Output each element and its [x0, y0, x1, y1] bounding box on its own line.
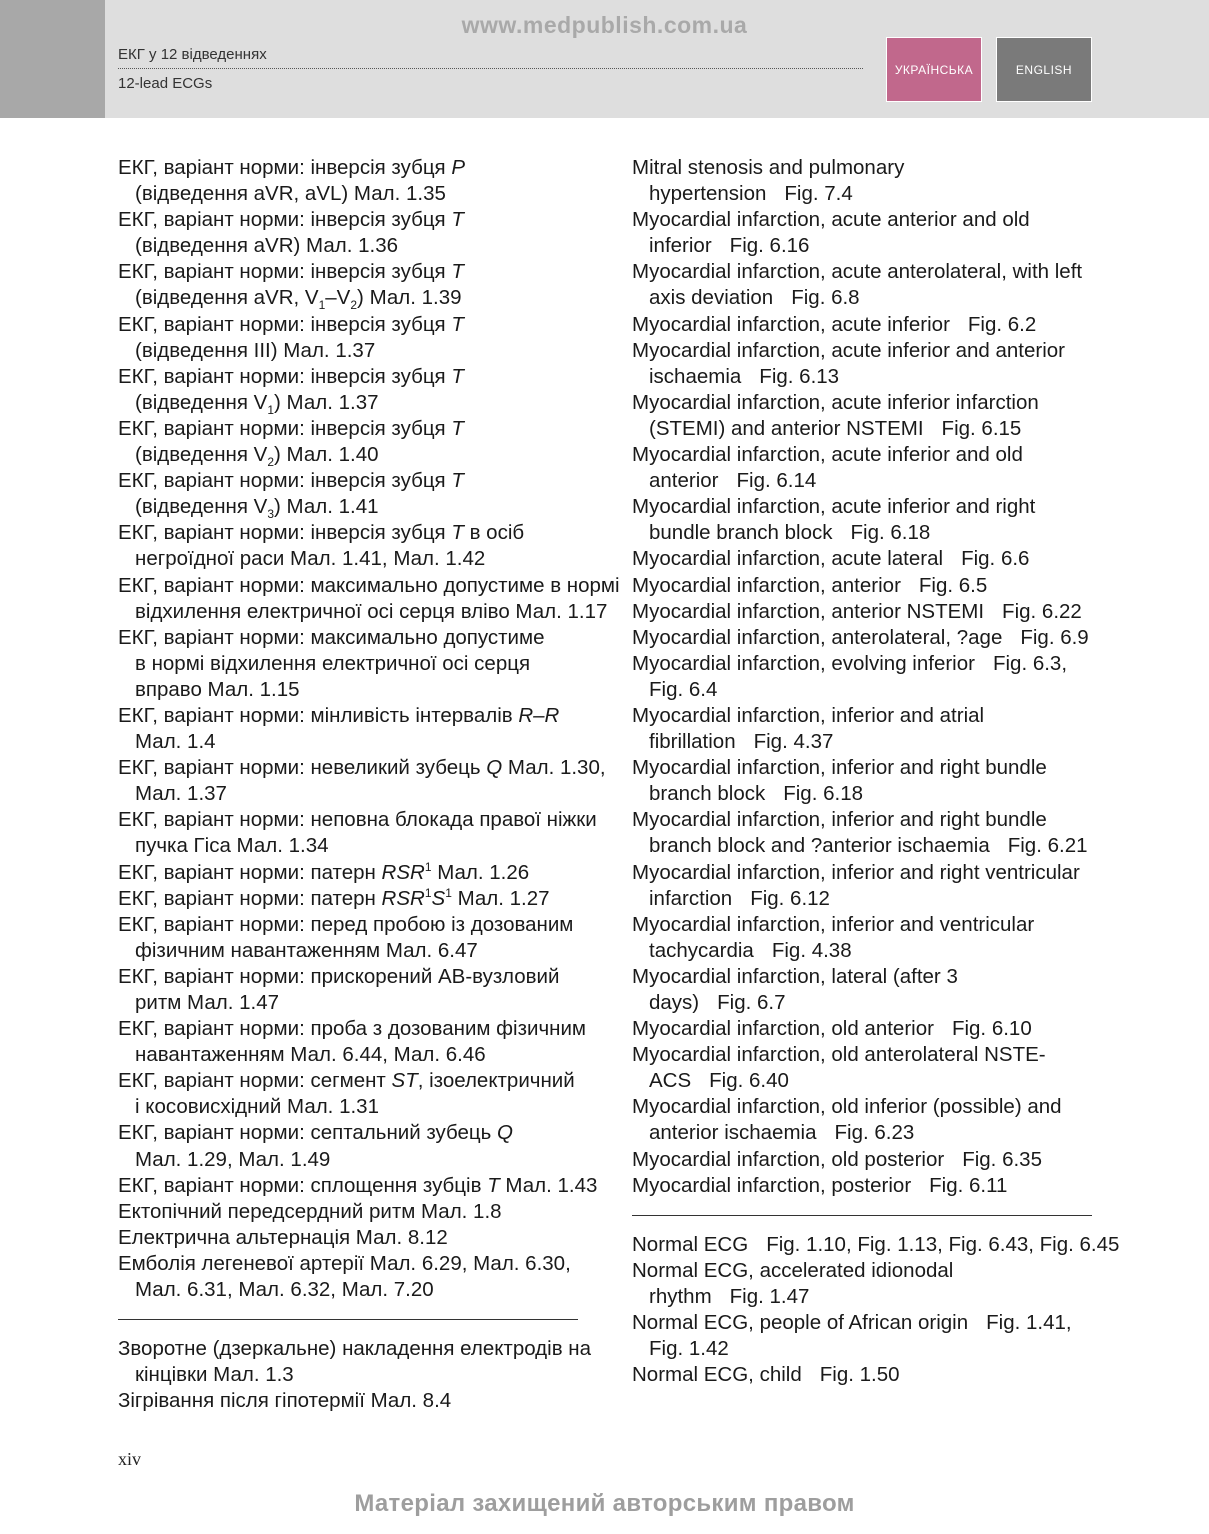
entry-continuation: (відведення V: [135, 495, 268, 519]
entry-subscript: 2: [350, 298, 358, 313]
language-english-button[interactable]: ENGLISH: [996, 37, 1092, 102]
entry-term: ЕКГ, варіант норми: інверсія зубця: [118, 469, 452, 493]
entry-term: Myocardial infarction, acute inferior: [632, 312, 950, 336]
index-entry: [632, 259, 1102, 311]
entry-reference: Fig. 6.22: [1002, 599, 1082, 623]
language-ukrainian-button[interactable]: УКРАЇНСЬКА: [886, 37, 982, 102]
entry-continuation: anterior ischaemia: [649, 1121, 817, 1145]
entry-reference: Fig. 6.40: [709, 1069, 789, 1093]
entry-continuation: (відведення V: [135, 390, 268, 414]
book-title-ua: ЕКГ у 12 відведеннях: [118, 46, 267, 63]
entry-term: ЕКГ, варіант норми: септальний зубець: [118, 1121, 498, 1145]
entry-continuation: і косовисхідний Мал. 1.31: [135, 1095, 379, 1119]
entry-continuation: infarction: [649, 886, 733, 910]
entry-continuation: ритм Мал. 1.47: [135, 991, 279, 1014]
entry-continuation: ACS: [649, 1069, 692, 1093]
entry-continuation: ) Мал. 1.39: [357, 286, 462, 310]
entry-term: Normal ECG, child: [632, 1363, 802, 1387]
entry-continuation: фізичним навантаженням Мал. 6.47: [135, 938, 478, 962]
entry-continuation: ) Мал. 1.41: [274, 495, 379, 519]
entry-reference: Fig. 1.41,: [986, 1311, 1072, 1335]
index-entry: [118, 573, 620, 625]
entry-reference: Fig. 6.13: [759, 364, 840, 388]
entry-term: Myocardial infarction, acute lateral: [632, 547, 944, 571]
entry-continuation: в нормі відхилення електричної осі серця: [135, 651, 531, 675]
index-entry: [118, 1251, 588, 1303]
entry-reference: Fig. 6.23: [834, 1121, 915, 1145]
entry-continuation: Мал. 1.29, Мал. 1.49: [135, 1147, 331, 1171]
index-entry: [632, 207, 1102, 259]
index-entry: [632, 599, 1102, 625]
entry-term: ЕКГ, варіант норми: інверсія зубця: [118, 521, 452, 545]
index-entry: [118, 1068, 588, 1120]
entry-term: Myocardial infarction, acute anterior and old: [632, 208, 1030, 232]
entry-continuation: відхилення електричної осі серця вліво Мал. 1.17: [135, 599, 608, 623]
index-entry: [632, 1173, 1102, 1199]
entry-term: Myocardial infarction, inferior and atrial: [632, 703, 985, 727]
entry-term: Myocardial infarction, old inferior (possible) and: [632, 1095, 1062, 1119]
entry-continuation: (відведення aVR) Мал. 1.36: [135, 234, 399, 258]
entry-reference: Fig. 1.50: [819, 1363, 900, 1387]
entry-term: Normal ECG, people of African origin: [632, 1311, 969, 1335]
entry-subscript: 1: [318, 298, 326, 313]
entry-reference: Fig. 6.10: [951, 1017, 1032, 1041]
entry-term: Myocardial infarction, lateral (after 3: [632, 964, 958, 988]
index-entry: [632, 912, 1102, 964]
index-entry: [118, 1388, 588, 1414]
index-entry: [632, 625, 1102, 651]
entry-continuation: пучка Гіса Мал. 1.34: [135, 834, 329, 858]
entry-term: Myocardial infarction, old anterior: [632, 1017, 934, 1041]
entry-term: ЕКГ, варіант норми: інверсія зубця: [118, 364, 452, 388]
entry-continuation: fibrillation: [649, 730, 736, 754]
entry-continuation: Мал. 1.4: [135, 730, 216, 754]
entry-term: Mitral stenosis and pulmonary: [632, 156, 905, 179]
entry-reference: Fig. 6.18: [850, 521, 931, 545]
entry-term: Myocardial infarction, acute inferior and old: [632, 443, 1023, 467]
index-column-right: [632, 155, 1120, 1388]
entry-continuation: inferior: [649, 234, 712, 258]
index-entry: [118, 520, 588, 572]
entry-term: ЕКГ, варіант норми: проба з дозованим фізичним: [118, 1017, 586, 1041]
index-entry: [632, 442, 1102, 494]
entry-continuation: axis deviation: [649, 286, 774, 310]
entry-term: Ектопічний передсердний ритм Мал. 1.8: [118, 1199, 502, 1223]
entry-italic: S: [431, 886, 446, 910]
index-entry: [632, 807, 1102, 859]
entry-reference: Fig. 6.6: [961, 547, 1030, 571]
entry-term: Myocardial infarction, anterior: [632, 573, 901, 597]
entry-subscript: 1: [267, 402, 275, 417]
index-entry: [632, 312, 1102, 338]
entry-term: ЕКГ, варіант норми: максимально допустиме в нормі: [118, 573, 620, 597]
entry-term: Електрична альтернація Мал. 8.12: [118, 1225, 448, 1249]
entry-continuation: branch block and ?anterior ischaemia: [649, 834, 990, 858]
entry-italic: T: [451, 260, 464, 284]
index-entry: [118, 1016, 588, 1068]
entry-term: ЕКГ, варіант норми: інверсія зубця: [118, 156, 452, 179]
entry-term-tail: Мал. 1.30,: [502, 756, 606, 780]
entry-term: ЕКГ, варіант норми: мінливість інтервалів: [118, 703, 519, 727]
entry-continuation: (STEMI) and anterior NSTEMI: [649, 416, 924, 440]
entry-reference: Fig. 6.12: [750, 886, 830, 910]
entry-term: ЕКГ, варіант норми: сегмент: [118, 1069, 392, 1093]
index-entry: [632, 338, 1102, 390]
entry-reference: Fig. 6.8: [791, 286, 860, 310]
index-entry: [118, 625, 588, 703]
entry-reference: Fig. 6.21: [1007, 834, 1088, 858]
entry-continuation: –V: [325, 286, 351, 310]
index-group-left-2: [118, 1336, 592, 1414]
entry-term: ЕКГ, варіант норми: сплощення зубців: [118, 1173, 488, 1197]
entry-term: ЕКГ, варіант норми: інверсія зубця: [118, 416, 452, 440]
entry-continuation: rhythm: [649, 1284, 712, 1308]
entry-continuation: Мал. 1.37: [135, 782, 227, 806]
entry-italic: ST: [391, 1069, 418, 1093]
index-entry: [632, 1147, 1102, 1173]
entry-term-tail: в осіб: [463, 521, 525, 545]
entry-continuation: Fig. 1.42: [649, 1337, 729, 1361]
index-entry: [632, 1042, 1102, 1094]
index-entry: [118, 964, 588, 1016]
entry-reference: Fig. 6.5: [918, 573, 988, 597]
entry-term: Myocardial infarction, acute inferior and right: [632, 495, 1036, 519]
index-entry: [632, 390, 1102, 442]
index-entry: [118, 703, 588, 755]
entry-term: ЕКГ, варіант норми: інверсія зубця: [118, 208, 452, 232]
watermark-bottom: Матеріал захищений авторським правом: [354, 1490, 855, 1517]
section-divider: [632, 1215, 1092, 1216]
entry-continuation: ) Мал. 1.37: [274, 390, 379, 414]
entry-continuation: (відведення V: [135, 443, 268, 467]
entry-reference: Fig. 7.4: [784, 182, 853, 206]
entry-continuation: (відведення aVR, V: [135, 286, 319, 310]
section-divider: [118, 1319, 578, 1320]
entry-italic: Q: [486, 756, 503, 780]
entry-term: ЕКГ, варіант норми: неповна блокада правої ніжки: [118, 808, 597, 832]
entry-term: Myocardial infarction, acute anterolateral, with left: [632, 260, 1083, 284]
index-entry: [118, 860, 588, 886]
entry-reference: Fig. 6.35: [962, 1147, 1042, 1171]
index-entry: [118, 755, 606, 807]
entry-reference: Fig. 6.7: [717, 991, 786, 1014]
index-entry: [632, 573, 1102, 599]
index-entry: [632, 1016, 1102, 1042]
entry-reference: Fig. 6.11: [929, 1173, 1008, 1197]
entry-italic: R–R: [518, 703, 560, 727]
entry-superscript: 1: [424, 859, 432, 874]
entry-italic: P: [451, 156, 466, 179]
entry-term: Емболія легеневої артерії Мал. 6.29, Мал. 6.30,: [118, 1251, 571, 1275]
entry-term: Myocardial infarction, evolving inferior: [632, 651, 975, 675]
entry-continuation: (відведення aVR, aVL) Мал. 1.35: [135, 182, 446, 206]
entry-reference: Fig. 4.37: [753, 730, 834, 754]
entry-term-tail: Мал. 1.27: [451, 886, 550, 910]
index-entry: [118, 312, 588, 364]
entry-continuation: Мал. 6.31, Мал. 6.32, Мал. 7.20: [135, 1278, 434, 1302]
index-entry: [632, 1094, 1102, 1146]
index-entry: [118, 207, 588, 259]
entry-term: Myocardial infarction, old anterolateral NSTE-: [632, 1043, 1046, 1067]
index-entry: [118, 1199, 588, 1225]
index-group-left-1: [118, 155, 620, 1303]
index-entry: [632, 1258, 1102, 1310]
index-group-right-1: [632, 155, 1102, 1199]
entry-continuation: (відведення III) Мал. 1.37: [135, 338, 376, 362]
entry-term: Myocardial infarction, inferior and right ventricular: [632, 860, 1080, 884]
index-entry: [118, 807, 597, 859]
watermark-top: www.medpublish.com.ua: [461, 12, 748, 38]
index-entry: [632, 1310, 1102, 1362]
entry-italic: T: [451, 416, 464, 440]
entry-italic: T: [451, 469, 464, 493]
book-title-en: 12-lead ECGs: [118, 75, 213, 92]
entry-superscript: 1: [424, 885, 432, 900]
index-entry: [118, 364, 588, 416]
entry-reference: Fig. 6.2: [967, 312, 1037, 336]
index-entry: [118, 259, 588, 311]
entry-subscript: 3: [267, 507, 275, 522]
index-entry: [118, 1336, 592, 1388]
entry-continuation: ) Мал. 1.40: [274, 443, 379, 467]
entry-reference: Fig. 1.47: [729, 1284, 810, 1308]
entry-term: Зворотне (дзеркальне) накладення електродів на: [118, 1337, 592, 1361]
entry-superscript: 1: [445, 885, 452, 900]
index-entry: [632, 703, 1102, 755]
index-entry: [118, 1225, 588, 1251]
entry-term: ЕКГ, варіант норми: патерн: [118, 860, 382, 884]
entry-term-tail: Мал. 1.26: [431, 860, 530, 884]
entry-term: ЕКГ, варіант норми: інверсія зубця: [118, 260, 452, 284]
index-group-right-2: [632, 1232, 1120, 1389]
entry-term: Myocardial infarction, posterior: [632, 1173, 912, 1197]
entry-term: ЕКГ, варіант норми: прискорений АВ-вузловий: [118, 964, 560, 988]
entry-continuation: tachycardia: [649, 938, 754, 962]
entry-term-tail: Мал. 1.43: [499, 1173, 598, 1197]
entry-term: ЕКГ, варіант норми: максимально допустиме: [118, 625, 545, 649]
entry-term: ЕКГ, варіант норми: інверсія зубця: [118, 312, 452, 336]
entry-reference: Fig. 4.38: [771, 938, 852, 962]
index-entry: [118, 912, 588, 964]
index-column-left: [118, 155, 620, 1414]
entry-continuation: branch block: [649, 782, 766, 806]
index-entry: [632, 1232, 1120, 1258]
index-entry: [632, 860, 1102, 912]
entry-continuation: кінцівки Мал. 1.3: [135, 1363, 294, 1387]
entry-term: Myocardial infarction, acute inferior and anterior: [632, 338, 1065, 362]
header-divider: [118, 68, 863, 69]
entry-italic: T: [451, 208, 464, 232]
entry-continuation: вправо Мал. 1.15: [135, 677, 300, 701]
index-entry: [118, 155, 588, 207]
entry-reference: Fig. 6.14: [736, 469, 817, 493]
entry-reference: Fig. 6.15: [941, 416, 1022, 440]
entry-term: Myocardial infarction, anterolateral, ?age: [632, 625, 1003, 649]
entry-continuation: bundle branch block: [649, 521, 833, 545]
entry-italic: RSR: [381, 860, 425, 884]
entry-reference: Fig. 6.9: [1020, 625, 1089, 649]
index-entry: [632, 546, 1102, 572]
entry-subscript: 2: [267, 455, 275, 470]
entry-italic: T: [487, 1173, 500, 1197]
entry-term: Myocardial infarction, inferior and right bundle: [632, 808, 1047, 832]
entry-term: Зігрівання після гіпотермії Мал. 8.4: [118, 1389, 452, 1413]
entry-italic: RSR: [381, 886, 425, 910]
entry-continuation: навантаженням Мал. 6.44, Мал. 6.46: [135, 1043, 486, 1067]
entry-continuation: Fig. 6.4: [649, 677, 718, 701]
index-entry: [118, 416, 588, 468]
entry-term: Myocardial infarction, anterior NSTEMI: [632, 599, 985, 623]
entry-term: ЕКГ, варіант норми: патерн: [118, 886, 382, 910]
entry-reference: Fig. 6.16: [729, 234, 810, 258]
entry-italic: T: [451, 312, 464, 336]
index-entry: [632, 755, 1102, 807]
index-entry: [118, 468, 588, 520]
index-entry: [118, 886, 588, 912]
entry-term: Normal ECG, accelerated idionodal: [632, 1258, 954, 1282]
index-entry: [632, 494, 1102, 546]
index-entry: [118, 1120, 588, 1172]
entry-term: Myocardial infarction, acute inferior infarction: [632, 390, 1039, 414]
entry-continuation: негроїдної раси Мал. 1.41, Мал. 1.42: [135, 547, 486, 571]
entry-italic: Q: [497, 1121, 513, 1145]
entry-continuation: anterior: [649, 469, 719, 493]
entry-reference: Fig. 1.10, Fig. 1.13, Fig. 6.43, Fig. 6.45: [766, 1232, 1120, 1256]
entry-term: Myocardial infarction, inferior and ventricular: [632, 912, 1035, 936]
entry-term: Normal ECG: [632, 1232, 749, 1256]
entry-italic: T: [451, 364, 464, 388]
entry-reference: Fig. 6.3,: [992, 651, 1068, 675]
entry-continuation: ischaemia: [649, 364, 742, 388]
index-entry: [632, 964, 1102, 1016]
entry-term-tail: , ізоелектричний: [417, 1069, 575, 1093]
page-number: xiv: [118, 1449, 142, 1469]
index-entry: [632, 1362, 1102, 1388]
entry-continuation: days): [649, 991, 700, 1014]
index-entry: [632, 155, 1102, 207]
entry-term: ЕКГ, варіант норми: невеликий зубець: [118, 756, 487, 780]
entry-italic: T: [451, 521, 464, 545]
entry-reference: Fig. 6.18: [783, 782, 864, 806]
index-entry: [632, 651, 1102, 703]
index-entry: [118, 1173, 598, 1199]
entry-term: Myocardial infarction, old posterior: [632, 1147, 945, 1171]
entry-continuation: hypertension: [649, 182, 767, 206]
entry-term: ЕКГ, варіант норми: перед пробою із дозованим: [118, 912, 574, 936]
entry-term: Myocardial infarction, inferior and right bundle: [632, 756, 1047, 780]
